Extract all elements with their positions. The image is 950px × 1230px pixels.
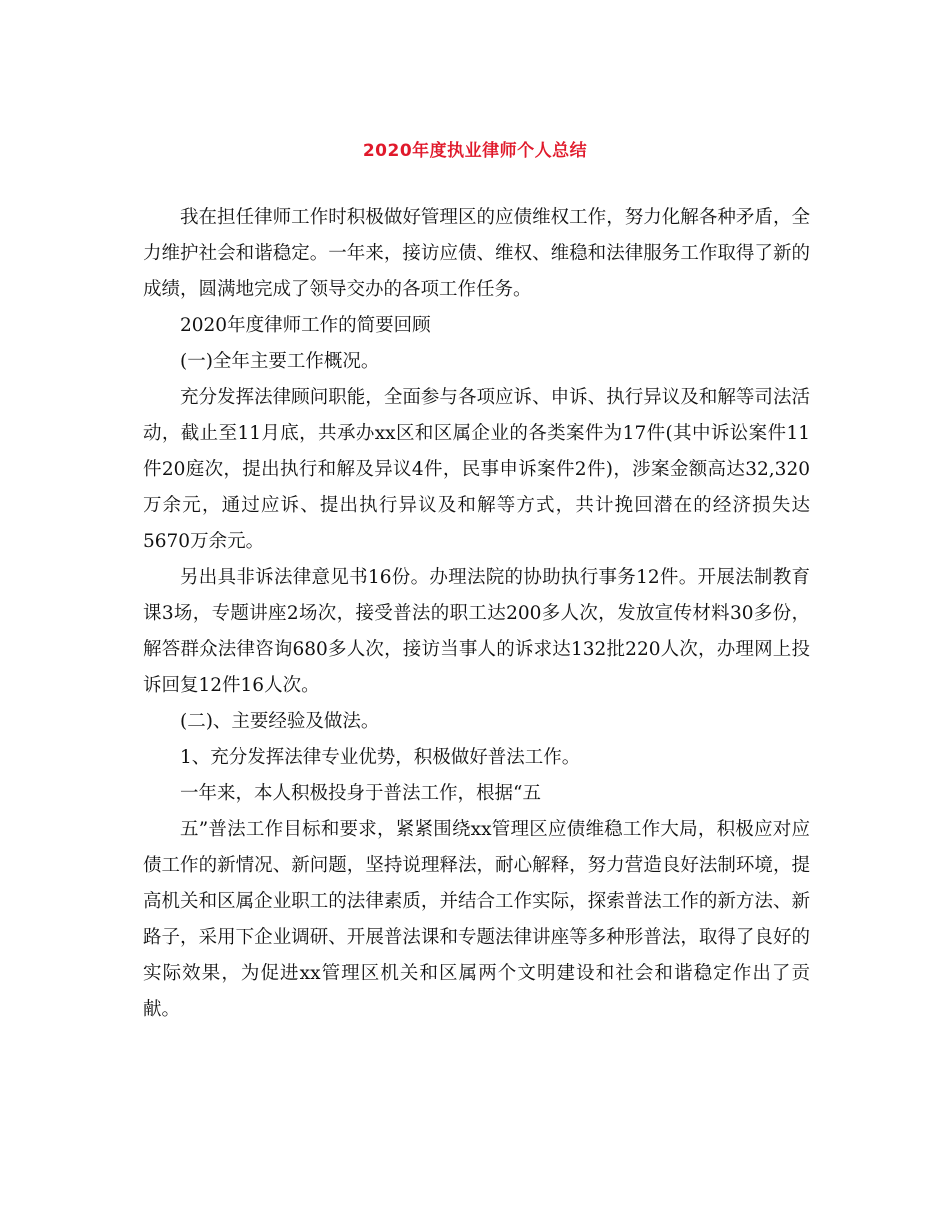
paragraph-review-heading: 2020年度律师工作的简要回顾 bbox=[180, 315, 431, 336]
document-body bbox=[143, 200, 810, 1028]
paragraph-section-two-heading: (二)、主要经验及做法。 bbox=[180, 711, 380, 732]
paragraph-intro: 我在担任律师工作时积极做好管理区的应债维权工作，努力化解各种矛盾，全力维护社会和谐稳定。一年来，接访应债、维权、维稳和法律服务工作取得了新的成绩，圆满地完成了领导交办的各项工作任务。 bbox=[143, 207, 810, 300]
paragraph-cases-summary: 充分发挥法律顾问职能，全面参与各项应诉、申诉、执行异议及和解等司法活动，截止至11月底，共承办xx区和区属企业的各类案件为17件(其中诉讼案件11件20庭次，提出执行和解及异议4件，民事申诉案件2件)，涉案金额高达32,320万余元，通过应诉、提出执行异议及和解等方式，共计挽回潜在的经济损失达5670万余元。 bbox=[143, 387, 810, 552]
paragraph-point-one-heading: 1、充分发挥法律专业优势，积极做好普法工作。 bbox=[180, 747, 581, 768]
paragraph-additional-work: 另出具非诉法律意见书16份。办理法院的协助执行事务12件。开展法制教育课3场，专题讲座2场次，接受普法的职工达200多人次，发放宣传材料30多份，解答群众法律咨询680多人次，接访当事人的诉求达132批220人次，办理网上投诉回复12件16人次。 bbox=[143, 567, 810, 696]
document-title: 2020年度执业律师个人总结 bbox=[362, 141, 588, 161]
paragraph-law-promotion-detail: 五”普法工作目标和要求，紧紧围绕xx管理区应债维稳工作大局，积极应对应债工作的新情况、新问题，坚持说理释法，耐心解释，努力营造良好法制环境，提高机关和区属企业职工的法律素质，并结合工作实际，探索普法工作的新方法、新路子，采用下企业调研、开展普法课和专题法律讲座等多种形普法，取得了良好的实际效果，为促进xx管理区机关和区属两个文明建设和社会和谐稳定作出了贡献。 bbox=[143, 819, 810, 1020]
paragraph-law-promotion-intro: 一年来，本人积极投身于普法工作，根据“五 bbox=[180, 783, 541, 804]
paragraph-section-one-heading: (一)全年主要工作概况。 bbox=[180, 351, 380, 372]
